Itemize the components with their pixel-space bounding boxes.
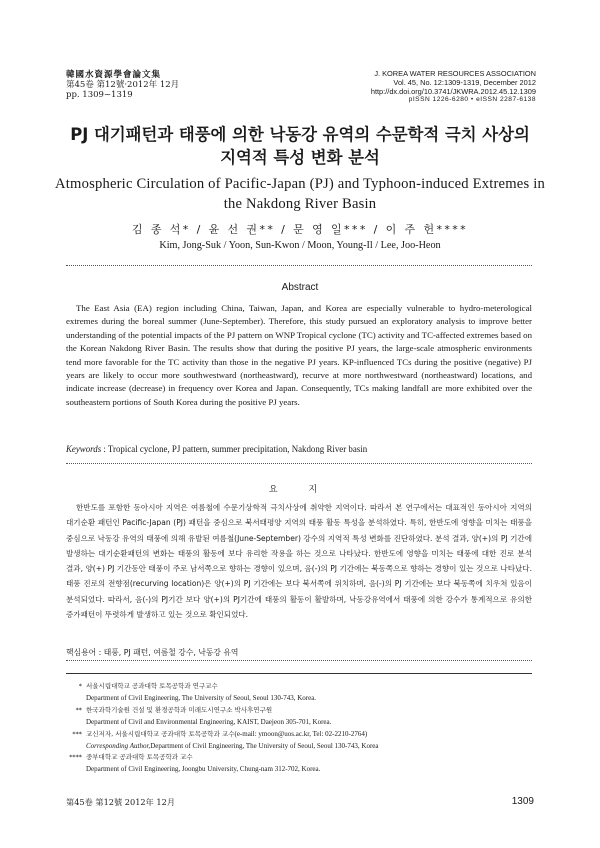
keywords-label: Keywords	[66, 444, 102, 454]
page-number: 1309	[511, 796, 534, 807]
author-footnotes	[68, 681, 538, 776]
footnote-mark: *	[78, 682, 82, 690]
title-korean	[0, 123, 600, 169]
doi-link[interactable]: http://dx.doi.org/10.3741/JKWRA.2012.45.12.1309	[370, 86, 536, 96]
keywords-list: : Tropical cyclone, PJ pattern, summer precipitation, Nakdong River basin	[103, 444, 368, 454]
footnote-4	[68, 752, 538, 764]
footnote-mark: ****	[69, 753, 82, 762]
title-english-line-2: the Nakdong River Basin	[223, 196, 377, 212]
footnote-2	[68, 705, 538, 717]
footnote-3	[68, 729, 538, 741]
title-english-line-1: Atmospheric Circulation of Pacific-Japan (PJ) and Typhoon-induced Extremes in	[55, 176, 545, 192]
footnote-affiliation-ko: 한국과학기술원 건설 및 환경공학과 미래도시연구소 박사후연구원	[86, 705, 273, 714]
journal-header-left	[66, 70, 179, 100]
footnote-1	[68, 681, 538, 693]
korean-abstract-text: 한반도를 포함한 동아시아 지역은 여름철에 수문기상학적 극치사상에 취약한 지역이다. 따라서 본 연구에서는 대표적인 동아시아 지역의 대기순환 패턴인 Pacific-Japan (PJ) 패턴을 중심으로 북서태평양 지역의 태풍 활동 특성을 분석하였다. 특히, 한반도에 영향을 미치는 태풍을 중심으로 낙동강 유역의 태풍에 의해 유발된 여름철(June-September) 강수의 지역적 특성 변화를 진단하였다. 분석 결과, 양(+)의 PJ 기간에 발생하는 대기순환패턴의 변화는 태풍의 활동에 보다 유리한 작용을 하는 것으로 나타났다. 한반도에 영향을 미치는 태풍에 대한 진로 분석 결과, 양(+) PJ 기간동안 태풍이 주로 남서쪽으로 향하는 경향이 있으며, 음(-)의 PJ 기간에는 북동쪽으로 향하는 경향이 있는 것으로 나타났다. 태풍 진로의 전향점(recurving location)은 양(+)의 PJ 기간에는 보다 북서쪽에 위치하며, 음(-)의 PJ 기간에는 보다 북동쪽에 치우쳐 있음이 분석되었다. 따라서, 음(-)의 PJ기간 보다 양(+)의 PJ기간에 태풍의 활동이 활발하며, 낙동강유역에서 태풍에 의한 강수가 통계적으로 유의한 증가패턴이 뚜렷하게 발생하고 있는 것으로 확인되었다.	[66, 503, 532, 620]
dotted-divider	[66, 265, 532, 266]
dotted-divider	[66, 660, 532, 661]
authors-korean: 김 종 석* / 윤 선 권** / 문 영 일*** / 이 주 헌****	[131, 223, 469, 236]
title-korean-line-2: 지역적 특성 변화 분석	[220, 148, 380, 167]
footnote-1-en: Department of Civil Engineering, The University of Seoul, Seoul 130-743, Korea.	[86, 693, 317, 702]
journal-volume-hanja: 第45卷 第12號·2012年 12月	[66, 80, 180, 90]
issn: pISSN 1226-6280 • eISSN 2287-6138	[408, 96, 536, 104]
journal-pages: pp. 1309~1319	[66, 90, 133, 100]
journal-name-en: J. KOREA WATER RESOURCES ASSOCIATION	[374, 69, 536, 78]
keywords	[66, 444, 532, 454]
footnote-affiliation-ko: 서울시립대학교 공과대학 토목공학과 연구교수	[86, 682, 218, 690]
footnote-mark: **	[75, 705, 82, 714]
title-korean-line-1: PJ 대기패턴과 태풍에 의한 낙동강 유역의 수문학적 극치 사상의	[70, 125, 530, 144]
footnote-affiliation-en: Department of Civil Engineering, The University of Seoul, Seoul 130-743, Korea	[150, 741, 379, 750]
footnote-4-en: Department of Civil Engineering, Joongbu University, Chung-nam 312-702, Korea.	[86, 765, 321, 774]
journal-volume-en: Vol. 45, No. 12:1309-1319, December 2012	[393, 77, 536, 87]
corresponding-author-label: Corresponding Author,	[86, 741, 151, 750]
korean-abstract-heading: 요 지	[268, 485, 332, 495]
footnote-affiliation-ko: 중부대학교 공과대학 토목공학과 교수	[86, 753, 193, 762]
journal-header-right	[371, 70, 536, 105]
abstract-text: The East Asia (EA) region including China, Taiwan, Japan, and Korea are especially vulnerable to hydro-meterological extremes during the boreal summer (June-September). Therefore, this study pursued an exploratory analysis to improve better understanding of the potential impacts of the PJ pattern on WNP Tropical cyclone (TC) activity and TC-affected extremes based on the Korean Nakdong River Basin. The results show that during the positive PJ years, the large-scale atmospheric environments tend more favorable for the TC activity than those in the negative PJ years. KP-influenced TCs during the positive (negative) PJ years are likely to occur more southwestward (northeastward), recurve at more northwestward (northeastward) locations, and indicate increase (decrease) in frequency over Korea and Japan. Consequently, TCs making landfall are more exhibited over the southeastern portions of South Korea during the positive PJ years.	[66, 303, 532, 407]
journal-name-hanja: 韓國水資源學會論文集	[66, 70, 162, 80]
footer-volume: 第45卷 第12號 2012年 12月	[66, 797, 176, 807]
korean-keywords: 핵심용어 : 태풍, PJ 패턴, 여름철 강수, 낙동강 유역	[66, 648, 239, 657]
abstract-heading: Abstract	[281, 282, 319, 293]
footnote-affiliation-ko: 교신저자, 서울시립대학교 공과대학 토목공학과 교수	[86, 729, 235, 738]
dotted-divider	[66, 463, 532, 464]
corresponding-email[interactable]: (e-mail: ymoon@uos.ac.kr, Tel: 02-2210-2764)	[234, 729, 368, 738]
authors-english: Kim, Jong-Suk / Yoon, Sun-Kwon / Moon, Young-Il / Lee, Joo-Heon	[159, 240, 441, 251]
footnote-mark: ***	[72, 729, 82, 738]
footnote-rule	[66, 673, 532, 674]
footnote-3-en	[68, 741, 538, 753]
footnote-2-en: Department of Civil and Environmental Engineering, KAIST, Daejeon 305-701, Korea.	[86, 717, 332, 726]
title-english	[40, 174, 560, 214]
